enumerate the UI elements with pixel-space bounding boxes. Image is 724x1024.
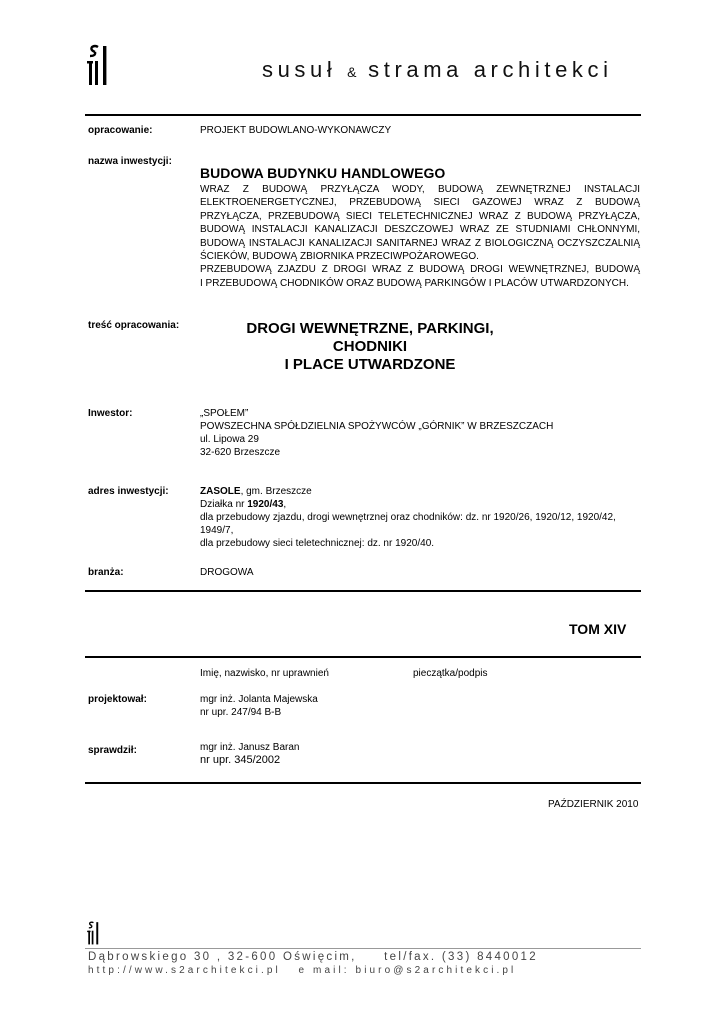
checker-name: mgr inż. Janusz Baran [200, 742, 300, 753]
footer-web-email: http://www.s2architekci.pl e mail: biuro@s2architekci.pl [88, 965, 517, 976]
company-name-ampersand: & [347, 64, 358, 80]
footer-address: Dąbrowskiego 30 , 32-600 Oświęcim, tel/fax. (33) 8440012 [88, 951, 538, 963]
checker-license: nr upr. 345/2002 [200, 754, 281, 766]
address-place-rest: , gm. Brzeszcze [240, 486, 312, 497]
investor-details [200, 407, 553, 459]
investor-line: ul. Lipowa 29 [200, 434, 259, 445]
investment-description-line: PRZEBUDOWĄ ZJAZDU Z DROGI WRAZ Z BUDOWĄ DROGI WEWNĘTRZNEJ, BUDOWĄ [200, 264, 640, 276]
label-sprawdzil: sprawdził: [88, 745, 137, 756]
header-logo [86, 44, 112, 86]
investment-description-line: BUDOWĄ INSTALACJI KANALIZACJI SANITARNEJ WRAZ Z BIOLOGICZNĄ OCZYSZCZALNIĄ [200, 237, 640, 249]
signatures-bottom-divider [85, 782, 641, 784]
address-plot-suffix: , [283, 499, 287, 510]
label-branza: branża: [88, 567, 124, 578]
document-title [210, 320, 530, 374]
address-plot-number: 1920/43 [247, 499, 284, 510]
label-projektowal: projektował: [88, 694, 147, 705]
designer-details [200, 693, 318, 719]
address-plot-prefix: Działka nr [200, 499, 248, 510]
address-plot [200, 498, 616, 511]
company-name [262, 57, 640, 83]
label-tresc-opracowania: treść opracowania: [88, 320, 180, 331]
address-place-bold: ZASOLE [200, 486, 241, 497]
logo-icon [86, 44, 112, 86]
value-branza: DROGOWA [200, 567, 254, 578]
investment-description-line: PRZYŁĄCZA, PRZEBUDOWĄ SIECI TELETECHNICZNEJ WRAZ Z BUDOWĄ PRZYŁĄCZA, [200, 210, 640, 222]
investor-line: POWSZECHNA SPÓŁDZIELNIA SPOŻYWCÓW „GÓRNIK” W BRZESZCZACH [200, 421, 554, 432]
address-line4: 1949/7, [200, 525, 234, 536]
label-nazwa-inwestycji: nazwa inwestycji: [88, 156, 172, 167]
designer-license: nr upr. 247/94 B-B [200, 707, 282, 718]
value-opracowanie: PROJEKT BUDOWLANO-WYKONAWCZY [200, 125, 392, 136]
investment-description-line: ŚCIEKÓW, BUDOWĄ ZBIORNIKA PRZECIWPOŻAROWEGO. [200, 250, 479, 262]
volume-number: TOM XIV [569, 621, 627, 637]
header-divider [85, 114, 641, 116]
company-name-part2: strama architekci [368, 57, 613, 82]
section-divider [85, 590, 641, 592]
label-inwestor: Inwestor: [88, 408, 133, 419]
investment-address [200, 485, 616, 550]
footer-logo [86, 921, 102, 945]
investment-description-line: BUDOWĄ INSTALACJI KANALIZACJI DESZCZOWEJ WRAZ ZE STUDNIAMI CHŁONNYMI, [200, 224, 640, 236]
investment-description-line: WRAZ Z BUDOWĄ PRZYŁĄCZA WODY, BUDOWĄ ZEWNĘTRZNEJ INSTALACJI [200, 184, 640, 195]
address-place [200, 485, 616, 498]
address-line3: dla przebudowy zjazdu, drogi wewnętrznej oraz chodników: dz. nr 1920/26, 1920/12, 1920/42, [200, 512, 616, 523]
investment-title: BUDOWA BUDYNKU HANDLOWEGO [200, 165, 446, 181]
investor-line: 32-620 Brzeszcze [200, 447, 281, 458]
logo-icon [86, 921, 102, 945]
investment-description [200, 183, 640, 290]
address-line5: dla przebudowy sieci teletechnicznej: dz. nr 1920/40. [200, 538, 435, 549]
investor-line: „SPOŁEM” [200, 408, 249, 419]
signatures-top-divider [85, 656, 641, 658]
document-title-line1: DROGI WEWNĘTRZNE, PARKINGI, CHODNIKI [246, 320, 494, 355]
designer-name: mgr inż. Jolanta Majewska [200, 694, 318, 705]
checker-details [200, 741, 300, 767]
label-adres-inwestycji: adres inwestycji: [88, 486, 169, 497]
label-opracowanie: opracowanie: [88, 125, 153, 136]
document-title-line2: I PLACE UTWARDZONE [284, 356, 456, 373]
company-name-part1: susuł [262, 57, 337, 82]
footer-divider [85, 948, 641, 949]
signatures-col2-header: pieczątka/podpis [413, 668, 488, 679]
signatures-col1-header: Imię, nazwisko, nr uprawnień [200, 668, 329, 679]
investment-description-line: I PRZEBUDOWĄ CHODNIKÓW ORAZ BUDOWĄ PARKINGÓW I PLACÓW UTWARDZONYCH. [200, 277, 629, 289]
document-date: PAŹDZIERNIK 2010 [548, 799, 639, 810]
investment-description-line: ELEKTROENERGETYCZNEJ, PRZEBUDOWĄ SIECI GAZOWEJ WRAZ Z BUDOWĄ [200, 197, 640, 209]
